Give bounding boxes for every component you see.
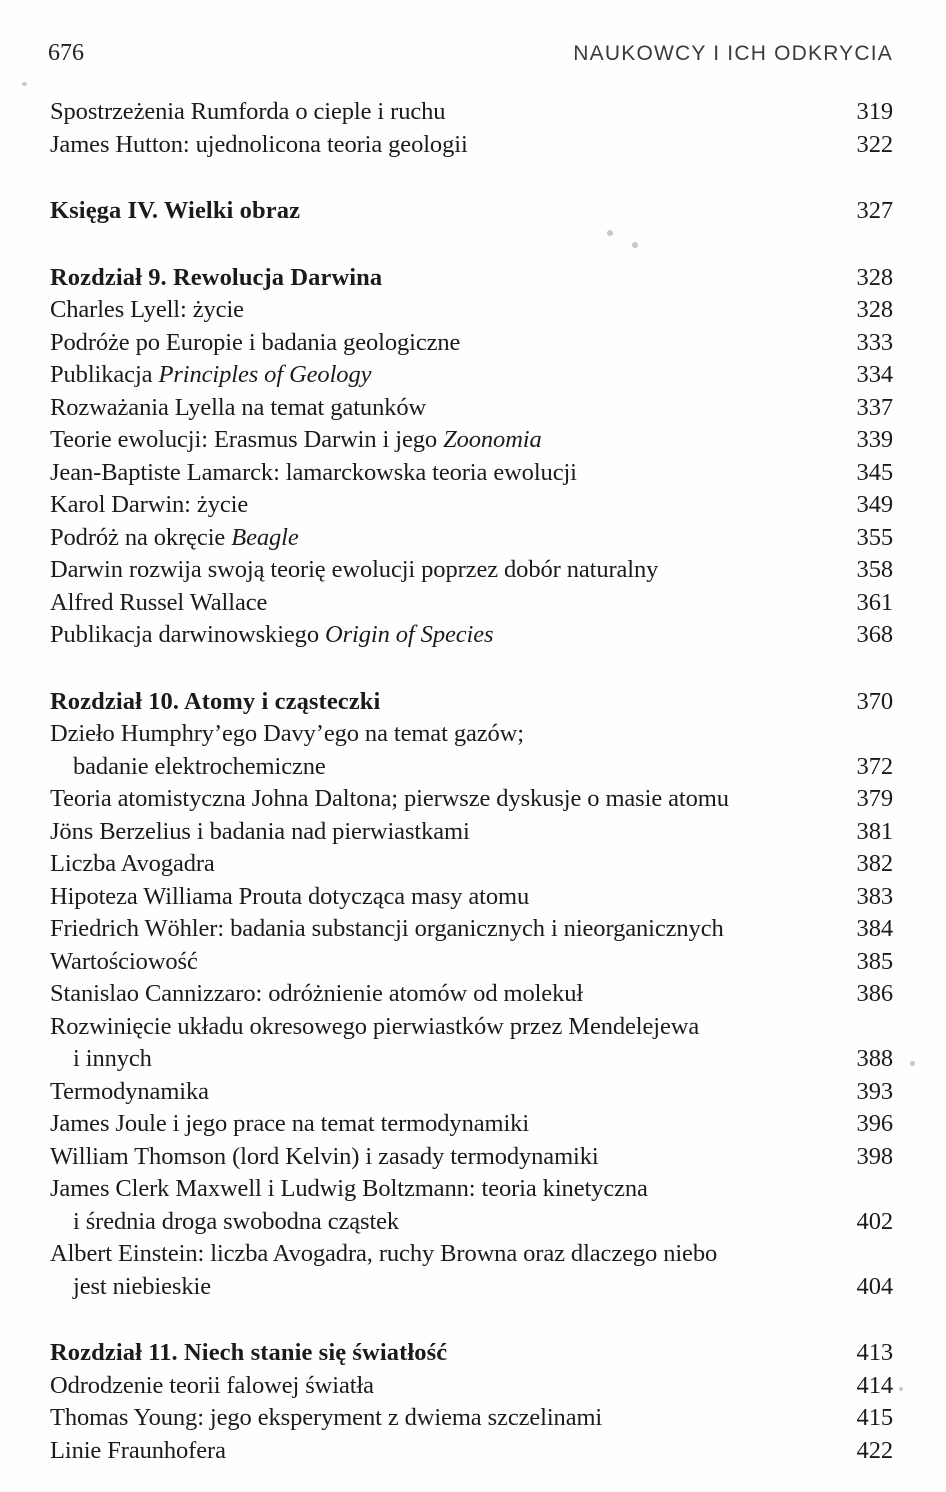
toc-entry — [50, 1238, 893, 1271]
toc-entry-page-number: 384 — [851, 913, 893, 946]
toc-entry-page-number: 386 — [851, 978, 893, 1011]
scan-speckle — [899, 1387, 903, 1391]
toc-entry-title: Termodynamika — [50, 1077, 209, 1105]
toc-entry-title: Alfred Russel Wallace — [50, 588, 268, 616]
toc-entry — [50, 1402, 893, 1435]
toc-entry-page-number: 413 — [851, 1337, 893, 1370]
toc-entry-page-number: 327 — [851, 195, 893, 228]
toc-entry-page-number: 349 — [851, 489, 893, 522]
toc-entry-title: Rozdział 11. Niech stanie się światłość — [50, 1339, 448, 1366]
toc-entry-title: James Hutton: ujednolicona teoria geologii — [50, 130, 468, 158]
toc-entry — [50, 718, 893, 751]
toc-entry-page-number: 333 — [851, 327, 893, 360]
toc-entry — [50, 129, 893, 162]
toc-entry-page-number: 393 — [851, 1076, 893, 1109]
toc-entry-title: Hipoteza Williama Prouta dotycząca masy atomu — [50, 882, 530, 910]
page-folio-number: 676 — [48, 40, 84, 66]
toc-entry-title: Thomas Young: jego eksperyment z dwiema szczelinami — [50, 1404, 603, 1431]
toc-entry-title: Rozwinięcie układu okresowego pierwiastków przez Mendelejewa — [50, 1012, 700, 1040]
toc-entry-title: Rozdział 10. Atomy i cząsteczki — [50, 687, 381, 715]
toc-entry-title: Linie Fraunhofera — [50, 1436, 226, 1464]
toc-entry-page-number: 404 — [851, 1271, 893, 1304]
toc-entry-title: badanie elektrochemiczne — [73, 752, 326, 780]
toc-entry-page-number: 328 — [851, 262, 893, 295]
toc-entry-page-number: 383 — [851, 881, 893, 914]
toc-entry-title: Publikacja Principles of Geology — [50, 361, 372, 388]
toc-entry — [50, 1206, 893, 1239]
toc-entry — [50, 1370, 893, 1403]
toc-entry-page-number: 382 — [851, 848, 893, 881]
toc-entry-title: jest niebieskie — [73, 1272, 211, 1300]
toc-entry — [50, 913, 893, 946]
toc-entry — [50, 751, 893, 784]
toc-entry-page-number: 339 — [851, 424, 893, 457]
toc-entry-page-number: 358 — [851, 554, 893, 587]
toc-entry — [50, 294, 893, 327]
toc-entry-page-number: 319 — [851, 96, 893, 129]
toc-entry — [50, 816, 893, 849]
toc-entry — [50, 946, 893, 979]
toc-entry-title: Rozważania Lyella na temat gatunków — [50, 393, 427, 421]
toc-entry — [50, 262, 893, 295]
toc-entry-page-number: 388 — [851, 1043, 893, 1076]
toc-entry-title: Podróże po Europie i badania geologiczne — [50, 328, 461, 356]
toc-entry-title: Jean-Baptiste Lamarck: lamarckowska teoria ewolucji — [50, 458, 577, 486]
toc-entry — [50, 619, 893, 652]
toc-entry-title: Darwin rozwija swoją teorię ewolucji poprzez dobór naturalny — [50, 556, 659, 583]
toc-entry — [50, 978, 893, 1011]
toc-entry — [50, 554, 893, 587]
toc-entry-title: Rozdział 9. Rewolucja Darwina — [50, 263, 383, 291]
toc-entry — [50, 1043, 893, 1076]
toc-entry-page-number: 372 — [851, 751, 893, 784]
toc-entry-page-number: 398 — [851, 1141, 893, 1174]
toc-entry-title: Teoria atomistyczna Johna Daltona; pierwsze dyskusje o masie atomu — [50, 785, 729, 812]
toc-entry — [50, 424, 893, 457]
toc-entry-title: i innych — [73, 1045, 152, 1072]
toc-entry-page-number: 337 — [851, 392, 893, 425]
toc-entry — [50, 1435, 893, 1468]
toc-entry-title: James Clerk Maxwell i Ludwig Boltzmann: teoria kinetyczna — [50, 1175, 648, 1202]
toc-entry — [50, 96, 893, 129]
toc-entry-page-number: 402 — [851, 1206, 893, 1239]
toc-entry-page-number: 355 — [851, 522, 893, 555]
toc-entry-title: Teorie ewolucji: Erasmus Darwin i jego Zoonomia — [50, 426, 542, 453]
toc-entry-page-number: 368 — [851, 619, 893, 652]
toc-entry-page-number: 322 — [851, 129, 893, 162]
toc-entry-page-number: 422 — [851, 1435, 893, 1468]
toc-entry-page-number: 381 — [851, 816, 893, 849]
toc-entry — [50, 783, 893, 816]
toc-entry — [50, 881, 893, 914]
toc-entry-title: i średnia droga swobodna cząstek — [73, 1207, 400, 1235]
toc-entry — [50, 587, 893, 620]
toc-entry — [50, 195, 893, 228]
toc-entry-page-number: 328 — [851, 294, 893, 327]
toc-entry-title: Publikacja darwinowskiego Origin of Species — [50, 621, 494, 648]
toc-entry-page-number: 379 — [851, 783, 893, 816]
toc-entry-title: Dzieło Humphry’ego Davy’ego na temat gazów; — [50, 720, 524, 747]
toc-entry-page-number: 415 — [851, 1402, 893, 1435]
toc-entry — [50, 489, 893, 522]
toc-entry-title: Jöns Berzelius i badania nad pierwiastkami — [50, 817, 470, 845]
toc-entry-title: Księga IV. Wielki obraz — [50, 197, 301, 224]
running-header — [48, 40, 893, 67]
toc-entry — [50, 392, 893, 425]
toc-entry — [50, 1271, 893, 1304]
toc-entry — [50, 1076, 893, 1109]
scan-speckle — [910, 1061, 915, 1066]
toc-entry-title: Odrodzenie teorii falowej światła — [50, 1371, 374, 1399]
scan-speckle — [22, 82, 27, 86]
toc-entry — [50, 686, 893, 719]
toc-entry-title: William Thomson (lord Kelvin) i zasady termodynamiki — [50, 1142, 599, 1170]
toc-entry — [50, 848, 893, 881]
toc-entry-title: Podróż na okręcie Beagle — [50, 523, 299, 551]
toc-entry-page-number: 345 — [851, 457, 893, 490]
toc-list — [50, 96, 893, 1467]
toc-entry-title: James Joule i jego prace na temat termodynamiki — [50, 1110, 530, 1137]
toc-entry-title: Albert Einstein: liczba Avogadra, ruchy Browna oraz dlaczego niebo — [50, 1240, 718, 1267]
toc-entry-title: Spostrzeżenia Rumforda o cieple i ruchu — [50, 98, 446, 125]
toc-entry — [50, 359, 893, 392]
toc-entry-title: Wartościowość — [50, 947, 198, 975]
toc-entry — [50, 522, 893, 555]
toc-entry-title: Liczba Avogadra — [50, 850, 215, 877]
toc-entry-title: Charles Lyell: życie — [50, 296, 244, 323]
toc-entry-page-number: 334 — [851, 359, 893, 392]
scan-speckle — [632, 242, 638, 248]
toc-entry-title: Karol Darwin: życie — [50, 491, 249, 518]
toc-entry-title: Stanislao Cannizzaro: odróżnienie atomów od molekuł — [50, 980, 584, 1007]
toc-entry — [50, 327, 893, 360]
toc-entry — [50, 1011, 893, 1044]
toc-entry-title: Friedrich Wöhler: badania substancji organicznych i nieorganicznych — [50, 915, 724, 942]
toc-entry-page-number: 385 — [851, 946, 893, 979]
toc-entry — [50, 1141, 893, 1174]
toc-entry-page-number: 414 — [851, 1370, 893, 1403]
toc-entry — [50, 457, 893, 490]
toc-entry-page-number: 396 — [851, 1108, 893, 1141]
running-title: NAUKOWCY I ICH ODKRYCIA — [573, 42, 893, 65]
toc-entry-page-number: 370 — [851, 686, 893, 719]
toc-entry — [50, 1337, 893, 1370]
scan-speckle — [607, 230, 613, 236]
toc-entry — [50, 1173, 893, 1206]
toc-entry — [50, 1108, 893, 1141]
toc-entry-page-number: 361 — [851, 587, 893, 620]
